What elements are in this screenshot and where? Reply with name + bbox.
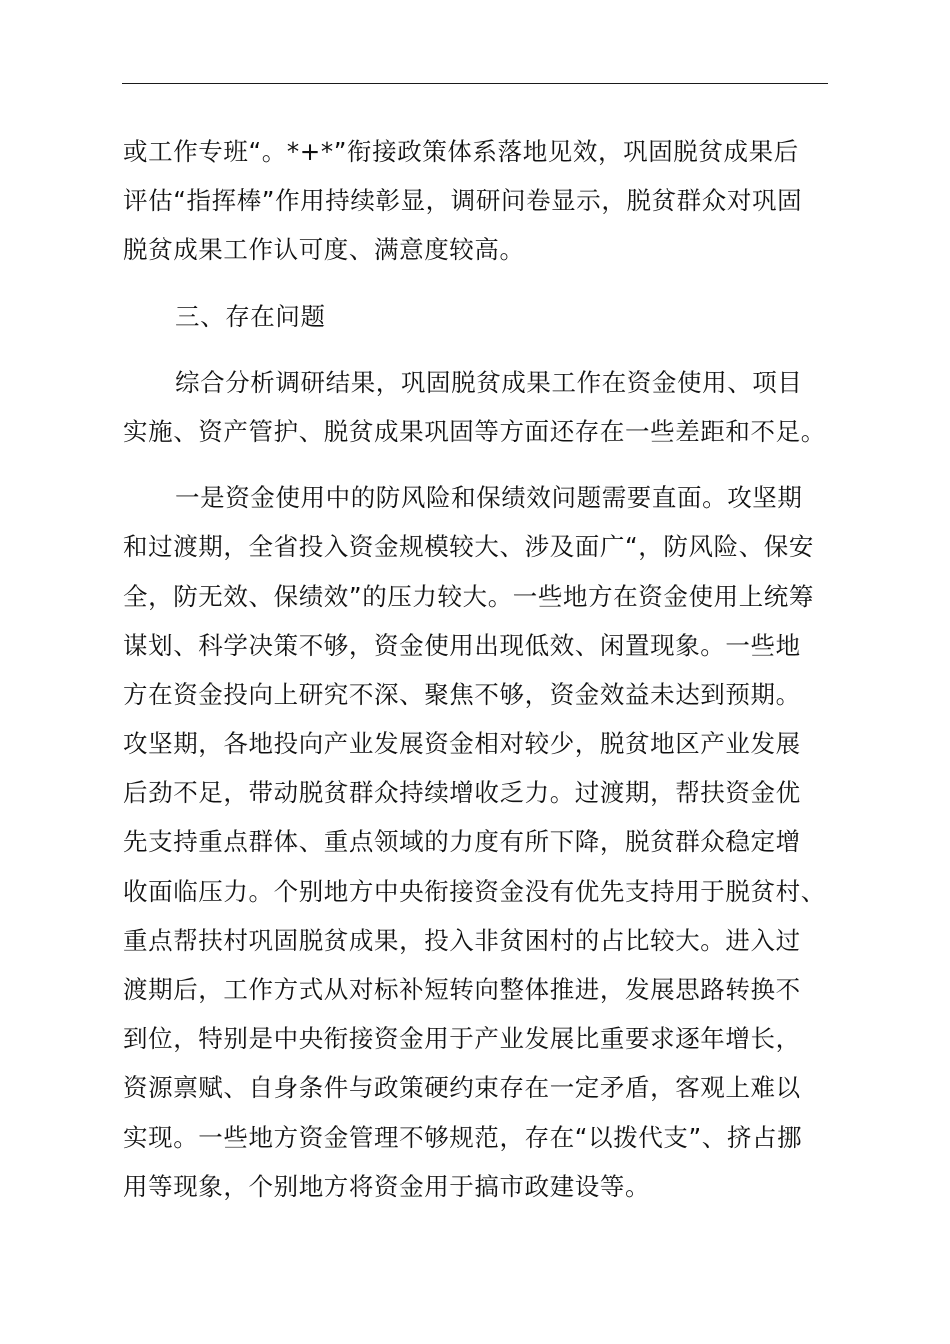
text-line: 脱贫成果工作认可度、满意度较高。 [123,235,525,265]
text-line: 谋划、科学决策不够，资金使用出现低效、闲置现象。一些地 [123,630,801,660]
paragraph-summary [123,358,829,456]
paragraph-gap [123,456,829,473]
text-line: 综合分析调研结果，巩固脱贫成果工作在资金使用、项目 [175,367,803,397]
paragraph-gap [123,341,829,358]
text-line: 用等现象，个别地方将资金用于搞市政建设等。 [123,1171,651,1201]
text-line: 后劲不足，带动脱贫群众持续增收乏力。过渡期，帮扶资金优 [123,778,801,808]
text-line: 或工作专班“。*+*”衔接政策体系落地见效，巩固脱贫成果后 [123,137,799,166]
text-line: 渡期后，工作方式从对标补短转向整体推进，发展思路转换不 [123,975,801,1004]
text-line: 到位，特别是中央衔接资金用于产业发展比重要求逐年增长， [123,1024,801,1054]
text-line: 先支持重点群体、重点领域的力度有所下降，脱贫群众稳定增 [123,827,801,857]
text-line: 攻坚期，各地投向产业发展资金相对较少，脱贫地区产业发展 [123,729,801,759]
document-body [123,127,829,1211]
section-heading-block [123,292,829,341]
paragraph-gap [123,275,829,292]
text-line: 和过渡期，全省投入资金规模较大、涉及面广“，防风险、保安 [123,532,814,562]
header-rule [122,83,828,84]
text-line: 一是资金使用中的防风险和保绩效问题需要直面。攻坚期 [175,483,803,513]
text-line: 实施、资产管护、脱贫成果巩固等方面还存在一些差距和不足。 [123,416,826,446]
text-line: 重点帮扶村巩固脱贫成果，投入非贫困村的占比较大。进入过 [123,925,801,955]
section-heading: 三、存在问题 [175,301,326,331]
paragraph-funding-issues [123,473,829,1211]
text-line: 评估“指挥棒”作用持续彰显，调研问卷显示，脱贫群众对巩固 [123,186,803,216]
text-line: 实现。一些地方资金管理不够规范，存在“以拨代支”、挤占挪 [123,1122,803,1152]
text-line: 方在资金投向上研究不深、聚焦不够，资金效益未达到预期。 [123,679,801,709]
text-line: 收面临压力。个别地方中央衔接资金没有优先支持用于脱贫村、 [123,876,826,906]
text-line: 全，防无效、保绩效”的压力较大。一些地方在资金使用上统筹 [123,581,814,611]
paragraph-continuation [123,127,829,275]
text-line: 资源禀赋、自身条件与政策硬约束存在一定矛盾，客观上难以 [123,1073,801,1103]
